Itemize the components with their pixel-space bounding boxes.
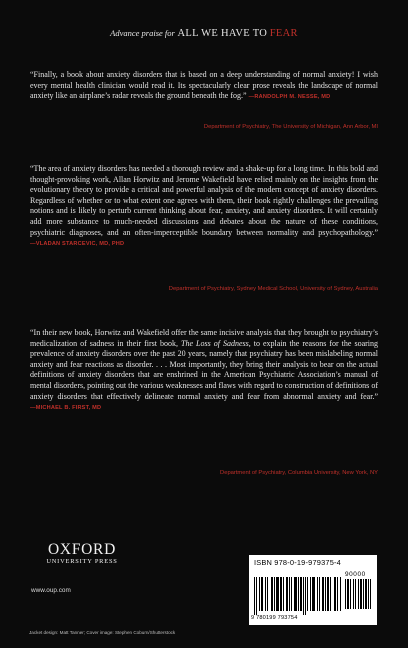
barcode-bar [334,577,336,611]
publisher-press: UNIVERSITY PRESS [46,558,118,565]
barcode-panel [249,555,377,625]
barcode-bar [303,577,304,615]
price-code: 90000 [345,571,366,578]
publisher-url: www.oup.com [31,587,71,594]
barcode-bar [319,577,320,611]
quote-text-part1: “In their new book, Horwitz and Wakefield offer the same incisive analysis that they brought to psychiatry’s medicalization of sadness in their first book, [30,328,378,348]
barcode-bar [298,577,299,611]
barcode-bar [345,579,346,609]
barcode-bar [307,577,308,611]
praise-prefix: Advance praise for [110,28,175,38]
barcode-bar [325,577,326,611]
barcode-bar [347,579,349,609]
endorser-affiliation: Department of Psychiatry, Columbia University, New York, NY [220,470,378,476]
advance-praise-header [0,27,408,40]
barcode-bar [330,577,331,611]
endorser-name: —RANDOLPH M. NESSE, MD [248,94,331,101]
publisher-name: OXFORD [48,541,116,558]
barcode-bar [289,577,290,611]
isbn-number: ISBN 978-0-19-979375-4 [254,558,341,567]
barcode-bar [310,577,311,611]
barcode-bar [363,579,364,609]
barcode-bar [322,577,324,611]
testimonial-quote [30,164,378,250]
publisher-logo [32,541,132,566]
barcode-bar [355,579,356,609]
ean-barcode [254,577,342,615]
barcode-bar [254,577,255,615]
quote-text-part2: , to explain the reasons for the soaring prevalence of anxiety disorders over the past 20 years, namely that psychiatry has been mislabeling normal anxiety and fear reactions as disorder. . . . Most importantly, they bring their analysis to bear on the actual definitions of anxiety disorders that are enshrined in the American Psychiatric Association’s manual of mental disorders, pointing out the various weaknesses and flaws with regard to construction of definitions of anxiety disorders that effectively delineate normal anxiety and fear from abnormal anxiety and fear.” [30,338,379,401]
addon-barcode [345,579,371,613]
quote-text: “Finally, a book about anxiety disorders that is based on a deep understanding of normal anxiety! I wish every mental health clinician would read it. Its spectacularly clear prose reveals the landscape of normal anxiety like an airplane’s radar reveals the ground beneath the fog.” [30,70,378,101]
barcode-bar [291,577,292,611]
endorser-name: —VLADAN STARCEVIC, MD, PHD [30,241,125,248]
book-title-accent: FEAR [269,28,298,39]
barcode-bar [353,579,354,609]
barcode-bar [350,579,351,609]
barcode-bar [340,577,341,611]
barcode-digits: 9 780199 793754 [251,615,298,621]
barcode-bar [271,577,273,611]
barcode-bar [365,579,367,609]
barcode-bar [360,579,362,609]
barcode-bar [267,577,268,611]
barcode-bar [283,577,284,611]
barcode-bar [317,577,318,611]
barcode-bar [265,577,266,611]
testimonial-quote [30,328,378,414]
barcode-bar [337,577,338,611]
barcode-bar [294,577,297,611]
quote-text: “The area of anxiety disorders has needed a thorough review and a shake-up for a long time. In this bold and thought-provoking work, Allan Horwitz and Jerome Wakefield have relied mainly on the insights from the evolutionary theory to provide a critical and powerful analysis of the modern concept of anxiety disorders. Regardless of whether or to what extent one agrees with them, their book rightly challenges the prevailing notions and is likely to perturb current thinking about fear, anxiety, and anxiety disorders. It will certainly add more substance to much-needed discussions and debates about the nature of these conditions, psychiatric diagnoses, and an often-imperceptible boundary between normality and psychopathology.” [30,164,378,237]
barcode-bar [286,577,288,611]
endorser-name: —MICHAEL B. FIRST, MD [30,405,102,412]
testimonial-quote [30,70,378,103]
barcode-bar [256,577,257,615]
barcode-bar [276,577,279,611]
barcode-bar [280,577,282,611]
barcode-bar [261,577,263,611]
barcode-bar [358,579,359,609]
barcode-bar [312,577,315,611]
barcode-bar [259,577,260,611]
quoted-book-title: The Loss of Sadness [181,338,249,348]
endorser-affiliation: Department of Psychiatry, The University of Michigan, Ann Arbor, MI [203,124,378,130]
book-title-main: ALL WE HAVE TO [177,28,268,39]
barcode-bar [305,577,306,615]
barcode-bar [370,579,371,609]
barcode-bar [300,577,302,611]
barcode-bar [368,579,369,609]
jacket-credits: Jacket design: Matt Tanner; Cover image: Stephen Coburn/Shutterstock [29,630,176,635]
barcode-bar [274,577,275,611]
barcode-bar [327,577,329,611]
endorser-affiliation: Department of Psychiatry, Sydney Medical School, University of Sydney, Australia [168,286,378,292]
